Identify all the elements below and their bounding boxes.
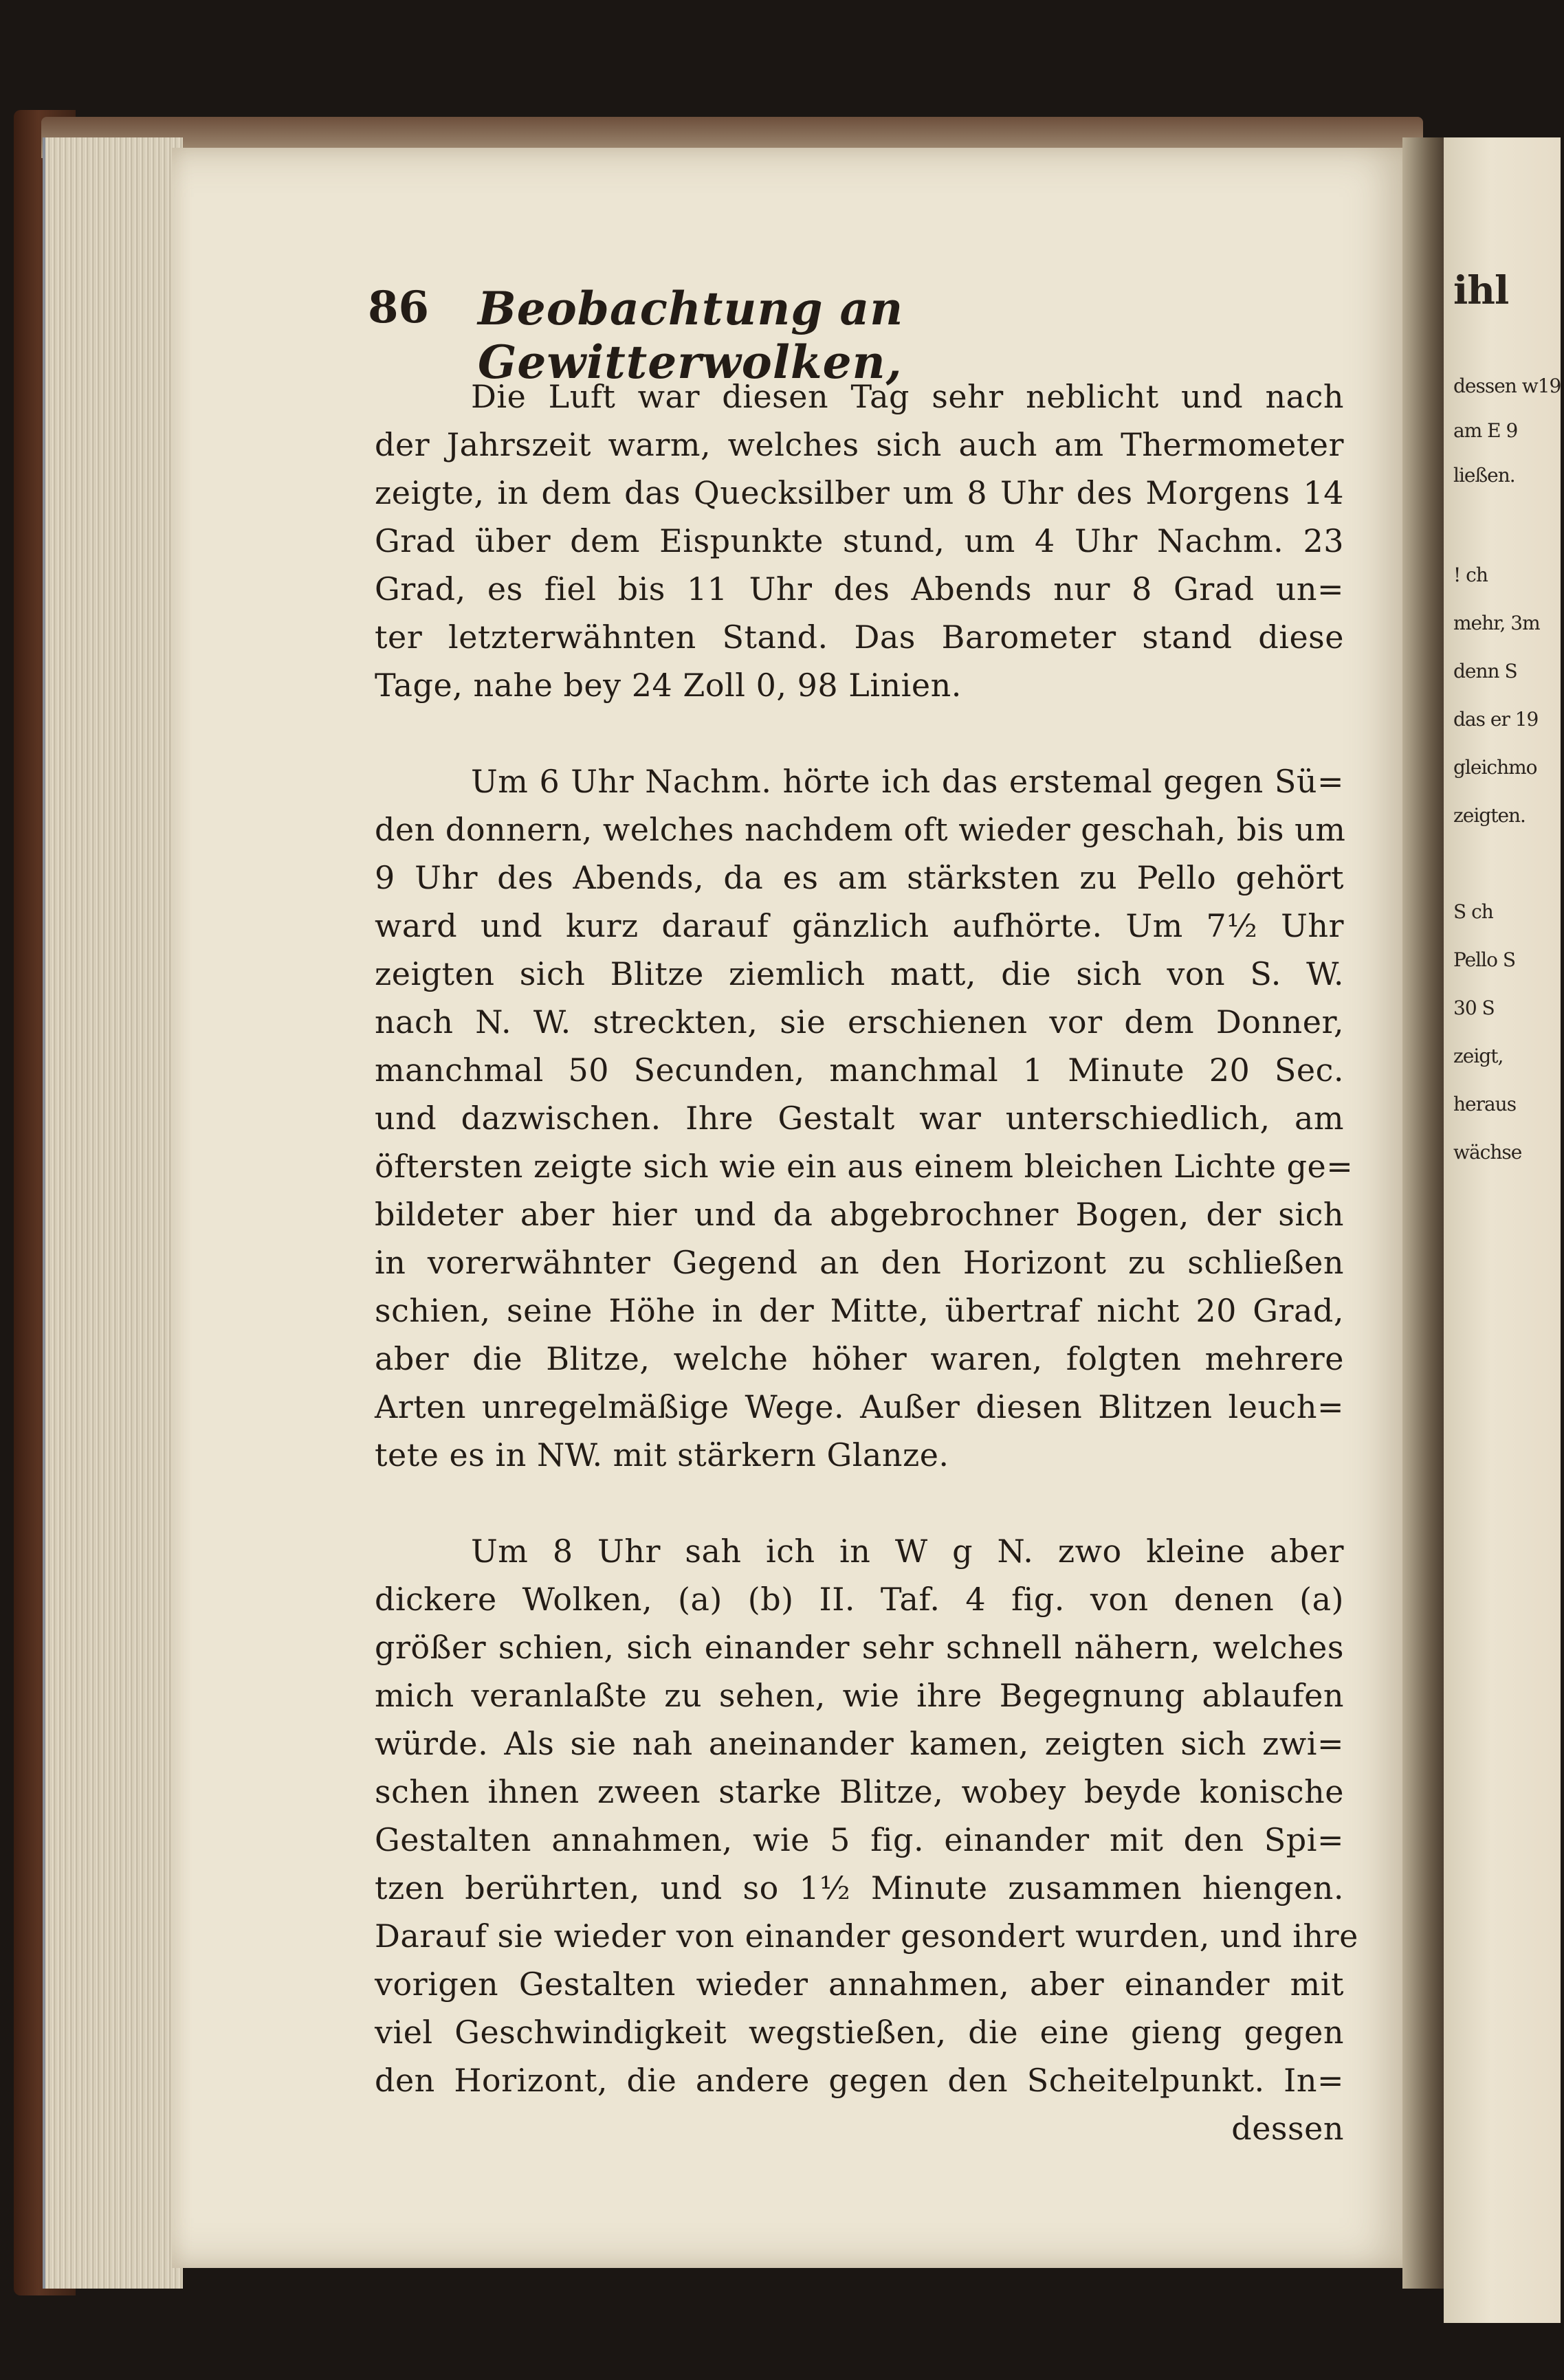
text-line: Grad über dem Eispunkte stund, um 4 Uhr Nachm. 23 — [375, 522, 1344, 559]
facing-line: dessen w19 — [1453, 375, 1561, 397]
text-line: Die Luft war diesen Tag sehr neblicht und nach — [471, 378, 1344, 415]
text-line: Gestalten annahmen, wie 5 fig. einander mit den Spi= — [375, 1821, 1344, 1858]
facing-line: gleichmo — [1453, 756, 1537, 779]
text-line: viel Geschwindigkeit wegstießen, die eine gieng gegen — [375, 2014, 1344, 2051]
text-line: zeigte, in dem das Quecksilber um 8 Uhr des Morgens 14 — [375, 474, 1344, 511]
text-line: den donnern, welches nachdem oft wieder geschah, bis um — [375, 811, 1346, 848]
text-line: aber die Blitze, welche höher waren, folgten mehrere — [375, 1340, 1344, 1377]
text-line: Um 6 Uhr Nachm. hörte ich das erstemal gegen Sü= — [471, 763, 1344, 800]
text-line: Tage, nahe bey 24 Zoll 0, 98 Linien. — [375, 667, 962, 704]
facing-line: wächse — [1453, 1141, 1522, 1164]
facing-page — [1444, 137, 1561, 2323]
text-line: in vorerwähnter Gegend an den Horizont zu schließen — [375, 1244, 1344, 1281]
facing-line: zeigten. — [1453, 804, 1526, 827]
text-line: größer schien, sich einander sehr schnell nähern, welches — [375, 1629, 1344, 1666]
text-line: schien, seine Höhe in der Mitte, übertraf nicht 20 Grad, — [375, 1292, 1344, 1329]
text-line: dickere Wolken, (a) (b) II. Taf. 4 fig. von denen (a) — [375, 1581, 1344, 1618]
facing-line: denn S — [1453, 660, 1517, 682]
facing-line: mehr, 3m — [1453, 612, 1540, 634]
catchword: dessen — [1231, 2110, 1344, 2147]
text-line: tzen berührten, und so 1½ Minute zusammen hiengen. — [375, 1869, 1344, 1906]
facing-line: 30 S — [1453, 997, 1495, 1019]
facing-line: Pello S — [1453, 948, 1516, 971]
text-line: und dazwischen. Ihre Gestalt war unterschiedlich, am — [375, 1100, 1344, 1137]
running-title: Beobachtung an Gewitterwolken, — [478, 282, 904, 389]
text-line: ter letzterwähnten Stand. Das Barometer stand diese — [375, 619, 1344, 656]
text-line: den Horizont, die andere gegen den Scheitelpunkt. In= — [375, 2062, 1344, 2099]
facing-line: ! ch — [1453, 564, 1488, 586]
page-fore-edge — [43, 137, 183, 2289]
text-line: zeigten sich Blitze ziemlich matt, die sich von S. W. — [375, 955, 1344, 992]
facing-line: zeigt, — [1453, 1045, 1504, 1067]
text-line: Grad, es fiel bis 11 Uhr des Abends nur 8 Grad un= — [375, 570, 1344, 608]
text-line: nach N. W. streckten, sie erschienen vor dem Donner, — [375, 1003, 1344, 1041]
text-line: mich veranlaßte zu sehen, wie ihre Begegnung ablaufen — [375, 1677, 1344, 1714]
text-line: würde. Als sie nah aneinander kamen, zeigten sich zwi= — [375, 1725, 1344, 1762]
text-line: manchmal 50 Secunden, manchmal 1 Minute 20 Sec. — [375, 1052, 1344, 1089]
text-line: der Jahrszeit warm, welches sich auch am Thermometer — [375, 426, 1344, 463]
facing-line: heraus — [1453, 1093, 1517, 1115]
text-line: öftersten zeigte sich wie ein aus einem bleichen Lichte ge= — [375, 1148, 1354, 1185]
text-line: schen ihnen zween starke Blitze, wobey beyde konische — [375, 1773, 1344, 1810]
page-header — [368, 282, 1330, 389]
facing-line: am E 9 — [1453, 419, 1518, 442]
text-line: tete es in NW. mit stärkern Glanze. — [375, 1436, 949, 1473]
text-line: vorigen Gestalten wieder annahmen, aber einander mit — [375, 1966, 1344, 2003]
text-line: Darauf sie wieder von einander gesondert wurden, und ihre — [375, 1917, 1358, 1955]
text-line: bildeter aber hier und da abgebrochner Bogen, der sich — [375, 1196, 1344, 1233]
text-line: Um 8 Uhr sah ich in W g N. zwo kleine aber — [471, 1533, 1344, 1570]
text-line: ward und kurz darauf gänzlich aufhörte. Um 7½ Uhr — [375, 907, 1344, 944]
page-number: 86 — [368, 282, 430, 333]
facing-page-head: ihl — [1453, 268, 1509, 313]
facing-line: S ch — [1453, 900, 1493, 923]
facing-line: das er 19 — [1453, 708, 1539, 731]
text-line: 9 Uhr des Abends, da es am stärksten zu Pello gehört — [375, 859, 1344, 896]
text-line: Arten unregelmäßige Wege. Außer diesen Blitzen leuch= — [375, 1388, 1344, 1425]
facing-line: ließen. — [1453, 464, 1515, 487]
